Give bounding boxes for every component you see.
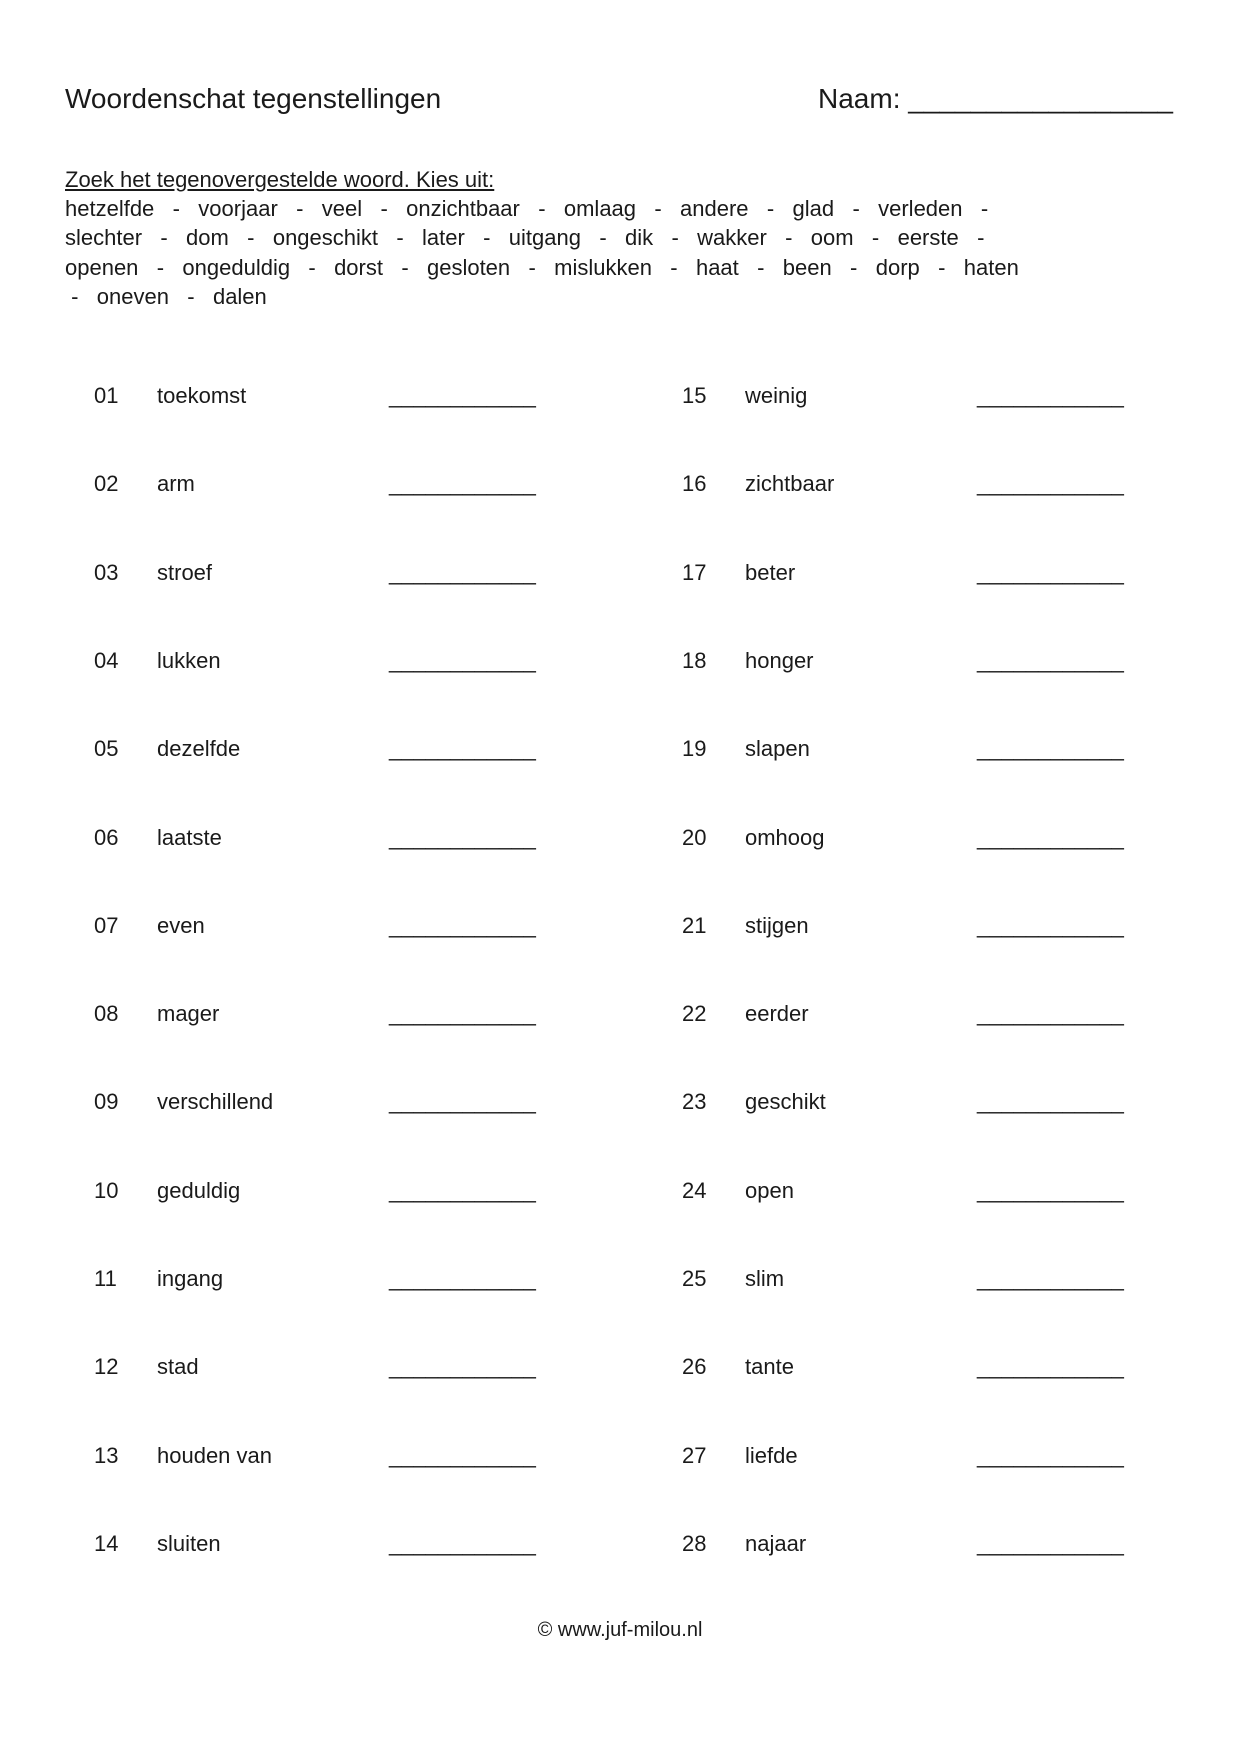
instruction-text: Zoek het tegenovergestelde woord. Kies uit: xyxy=(65,167,495,192)
answer-blank[interactable]: ____________ xyxy=(977,736,1124,761)
exercise-word: ingang xyxy=(157,1266,224,1291)
exercise-word: slapen xyxy=(745,736,810,761)
exercise-word: open xyxy=(745,1178,794,1203)
answer-blank[interactable]: ____________ xyxy=(389,736,536,761)
exercise-word: liefde xyxy=(745,1443,798,1468)
exercise-word: honger xyxy=(745,648,814,673)
answer-blank[interactable]: ____________ xyxy=(977,1178,1124,1203)
answer-blank[interactable]: ____________ xyxy=(389,471,536,496)
exercise-word: omhoog xyxy=(745,825,825,850)
exercise-number: 07 xyxy=(94,913,119,938)
exercise-row xyxy=(94,383,564,413)
answer-blank[interactable]: ____________ xyxy=(389,913,536,938)
exercise-row xyxy=(94,825,564,855)
exercise-row xyxy=(682,1001,1152,1031)
exercise-word: houden van xyxy=(157,1443,272,1468)
exercise-word: lukken xyxy=(157,648,221,673)
exercise-row xyxy=(682,913,1152,943)
exercise-word: slim xyxy=(745,1266,785,1291)
exercise-number: 09 xyxy=(94,1089,119,1114)
exercise-word: najaar xyxy=(745,1531,807,1556)
exercise-row xyxy=(94,648,564,678)
exercise-row xyxy=(94,1178,564,1208)
exercise-row xyxy=(682,471,1152,501)
exercise-row xyxy=(682,825,1152,855)
exercise-row xyxy=(682,1531,1152,1561)
exercise-row xyxy=(94,1089,564,1119)
exercise-row xyxy=(682,383,1152,413)
copyright-footer: © www.juf-milou.nl xyxy=(537,1619,703,1641)
exercise-number: 08 xyxy=(94,1001,119,1026)
exercise-number: 17 xyxy=(682,560,707,585)
exercise-row xyxy=(682,1354,1152,1384)
exercise-number: 23 xyxy=(682,1089,707,1114)
exercise-row xyxy=(94,736,564,766)
answer-blank[interactable]: ____________ xyxy=(389,1531,536,1556)
answer-blank[interactable]: ____________ xyxy=(389,1443,536,1468)
wordbank-line-4: - oneven - dalen xyxy=(65,284,267,309)
exercise-word: stad xyxy=(157,1354,199,1379)
exercise-word: dezelfde xyxy=(157,736,241,761)
exercise-row xyxy=(94,1001,564,1031)
exercise-word: stroef xyxy=(157,560,213,585)
exercise-word: tante xyxy=(745,1354,794,1379)
exercise-row xyxy=(682,648,1152,678)
exercise-word: geschikt xyxy=(745,1089,826,1114)
exercise-word: toekomst xyxy=(157,383,247,408)
exercise-word: mager xyxy=(157,1001,220,1026)
exercise-row xyxy=(94,1531,564,1561)
exercise-word: stijgen xyxy=(745,913,809,938)
exercise-number: 03 xyxy=(94,560,119,585)
exercise-number: 11 xyxy=(94,1266,117,1291)
worksheet-title: Woordenschat tegenstellingen xyxy=(65,83,442,114)
exercise-number: 13 xyxy=(94,1443,119,1468)
exercise-number: 28 xyxy=(682,1531,707,1556)
answer-blank[interactable]: ____________ xyxy=(977,471,1124,496)
name-field-label: Naam: _________________ xyxy=(818,83,1173,114)
exercise-row xyxy=(682,736,1152,766)
answer-blank[interactable]: ____________ xyxy=(389,1089,536,1114)
exercise-number: 25 xyxy=(682,1266,707,1291)
answer-blank[interactable]: ____________ xyxy=(977,1443,1124,1468)
answer-blank[interactable]: ____________ xyxy=(389,560,536,585)
exercise-number: 01 xyxy=(94,383,119,408)
exercise-row xyxy=(682,1089,1152,1119)
answer-blank[interactable]: ____________ xyxy=(977,383,1124,408)
exercise-row xyxy=(94,471,564,501)
exercise-number: 20 xyxy=(682,825,707,850)
exercise-word: verschillend xyxy=(157,1089,274,1114)
answer-blank[interactable]: ____________ xyxy=(389,1001,536,1026)
exercise-number: 15 xyxy=(682,383,707,408)
exercise-number: 24 xyxy=(682,1178,707,1203)
exercise-row xyxy=(682,1178,1152,1208)
exercise-number: 19 xyxy=(682,736,707,761)
exercise-number: 27 xyxy=(682,1443,707,1468)
exercise-row xyxy=(94,1266,564,1296)
wordbank-line-1: hetzelfde - voorjaar - veel - onzichtbaar - omlaag - andere - glad - verleden - xyxy=(65,196,989,221)
exercise-row xyxy=(682,1266,1152,1296)
exercise-number: 06 xyxy=(94,825,119,850)
exercise-number: 10 xyxy=(94,1178,119,1203)
answer-blank[interactable]: ____________ xyxy=(977,1354,1124,1379)
exercise-word: arm xyxy=(157,471,195,496)
exercise-word: sluiten xyxy=(157,1531,221,1556)
wordbank-line-3: openen - ongeduldig - dorst - gesloten - mislukken - haat - been - dorp - haten xyxy=(65,255,1019,280)
exercise-number: 14 xyxy=(94,1531,119,1556)
exercise-number: 26 xyxy=(682,1354,707,1379)
exercise-number: 16 xyxy=(682,471,707,496)
exercise-number: 22 xyxy=(682,1001,707,1026)
answer-blank[interactable]: ____________ xyxy=(389,1178,536,1203)
answer-blank[interactable]: ____________ xyxy=(389,383,536,408)
exercise-word: eerder xyxy=(745,1001,809,1026)
exercise-word: laatste xyxy=(157,825,222,850)
answer-blank[interactable]: ____________ xyxy=(977,913,1124,938)
answer-blank[interactable]: ____________ xyxy=(977,825,1124,850)
exercise-number: 04 xyxy=(94,648,119,673)
exercise-number: 12 xyxy=(94,1354,119,1379)
exercise-row xyxy=(94,560,564,590)
wordbank-line-2: slechter - dom - ongeschikt - later - uitgang - dik - wakker - oom - eerste - xyxy=(65,225,985,250)
answer-blank[interactable]: ____________ xyxy=(977,1266,1124,1291)
exercise-row xyxy=(94,913,564,943)
exercise-row xyxy=(682,1443,1152,1473)
exercise-word: beter xyxy=(745,560,796,585)
answer-blank[interactable]: ____________ xyxy=(977,1089,1124,1114)
exercise-row xyxy=(682,560,1152,590)
exercise-row xyxy=(94,1354,564,1384)
exercise-word: even xyxy=(157,913,205,938)
answer-blank[interactable]: ____________ xyxy=(389,825,536,850)
exercise-number: 05 xyxy=(94,736,119,761)
answer-blank[interactable]: ____________ xyxy=(389,648,536,673)
exercise-word: weinig xyxy=(745,383,808,408)
answer-blank[interactable]: ____________ xyxy=(977,560,1124,585)
exercise-number: 21 xyxy=(682,913,707,938)
answer-blank[interactable]: ____________ xyxy=(389,1266,536,1291)
answer-blank[interactable]: ____________ xyxy=(977,1001,1124,1026)
exercise-number: 18 xyxy=(682,648,707,673)
exercise-number: 02 xyxy=(94,471,119,496)
exercise-word: geduldig xyxy=(157,1178,241,1203)
exercise-word: zichtbaar xyxy=(745,471,835,496)
exercise-row xyxy=(94,1443,564,1473)
answer-blank[interactable]: ____________ xyxy=(389,1354,536,1379)
answer-blank[interactable]: ____________ xyxy=(977,648,1124,673)
answer-blank[interactable]: ____________ xyxy=(977,1531,1124,1556)
